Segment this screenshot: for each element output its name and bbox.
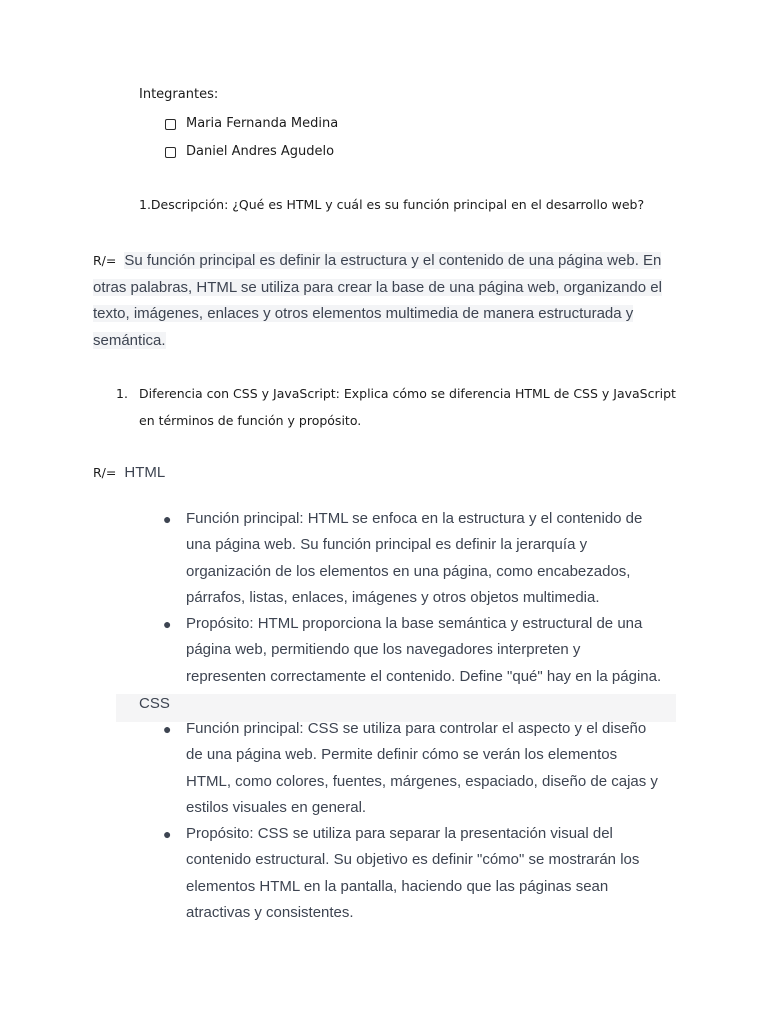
bullet-line: estilos visuales en general. [186,798,367,816]
member-name: Maria Fernanda Medina [186,116,339,131]
bullet-line: contenido estructural. Su objetivo es definir "cómo" se mostrarán los [186,851,640,869]
list-item [160,821,680,926]
bullet-line: Propósito: CSS se utiliza para separar la presentación visual del [186,825,613,843]
answer-text: otras palabras, HTML se utiliza para crear la base de una página web, organizando el [93,278,662,296]
checkbox-icon[interactable] [165,119,176,130]
answer-text: texto, imágenes, enlaces y otros elementos multimedia de manera estructurada y [93,305,634,322]
checkbox-icon[interactable] [165,147,176,158]
bullet-line: organización de los elementos en una página, como encabezados, [186,562,631,580]
bullet-icon: ● [163,721,172,737]
bullet-line: Propósito: HTML proporciona la base semántica y estructural de una [186,615,643,633]
bullet-line: Función principal: HTML se enfoca en la estructura y el contenido de [186,510,643,527]
html-bullet-list [160,506,680,690]
answer-line [93,248,683,275]
bullet-line: atractivas y consistentes. [186,904,354,922]
answer-line [93,275,683,302]
bullet-line: página web, permitiendo que los navegadores interpreten y [186,641,581,659]
bullet-line: HTML, como colores, fuentes, márgenes, espaciado, diseño de cajas y [186,772,658,790]
answer-line [93,301,683,328]
bullet-icon: ● [163,511,172,527]
css-bullet-list [160,716,680,926]
answer-prefix: R/= [93,253,117,268]
bullet-icon: ● [163,616,172,633]
list-item [160,506,680,611]
bullet-line: una página web. Su función principal es definir la jerarquía y [186,536,588,554]
question-2-number: 1. [116,386,128,401]
answer-prefix: R/= [93,465,117,480]
question-2-line: en términos de función y propósito. [139,413,362,428]
answer-1 [93,248,683,354]
list-item [160,716,680,821]
answer-text: semántica. [93,331,166,349]
question-1: 1.Descripción: ¿Qué es HTML y cuál es su función principal en el desarrollo web? [139,197,645,212]
member-name: Daniel Andres Agudelo [186,144,335,159]
html-heading: HTML [124,464,166,481]
answer-2-heading [93,464,165,482]
question-2-line: Diferencia con CSS y JavaScript: Explica cómo se diferencia HTML de CSS y JavaScript [139,386,676,401]
bullet-line: Función principal: CSS se utiliza para controlar el aspecto y el diseño [186,720,647,737]
css-heading: CSS [139,695,170,712]
bullet-line: párrafos, listas, enlaces, imágenes y otros objetos multimedia. [186,588,600,606]
bullet-line: elementos HTML en la pantalla, haciendo que las páginas sean [186,877,609,895]
list-item [160,611,680,690]
bullet-line: de una página web. Permite definir cómo se verán los elementos [186,746,618,764]
bullet-line: representen correctamente el contenido. Define "qué" hay en la página. [186,667,662,685]
bullet-icon: ● [163,826,172,843]
members-label: Integrantes: [139,87,219,102]
answer-line [93,328,683,355]
answer-text: Su función principal es definir la estructura y el contenido de una página web. En [124,252,662,269]
